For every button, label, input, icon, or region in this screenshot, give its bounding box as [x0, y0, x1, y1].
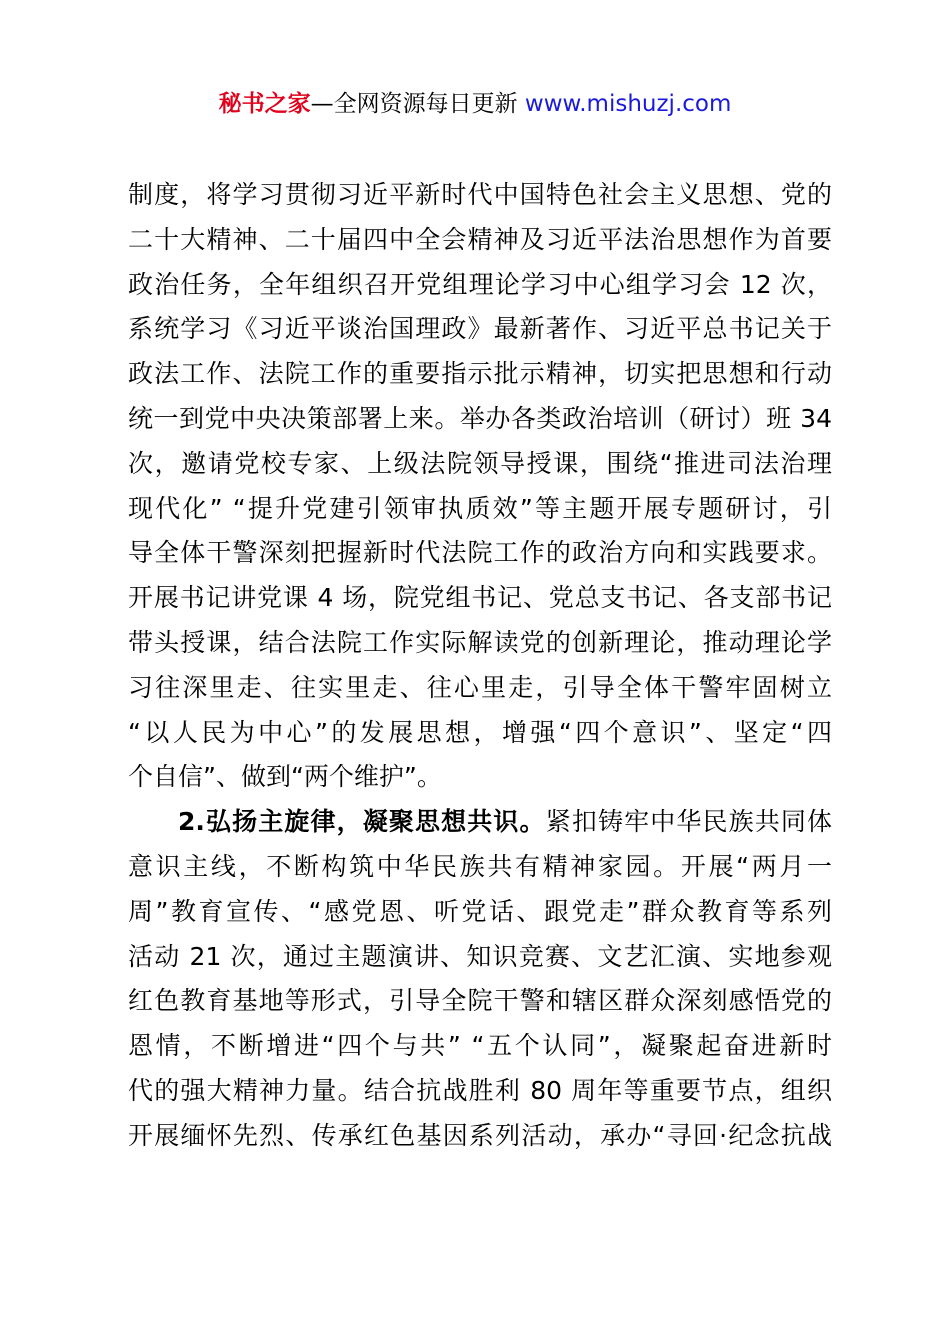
- text-line: 开展书记讲党课 4 场，院党组书记、党总支书记、各支部书记: [128, 583, 832, 613]
- text-line: “以人民为中心”的发展思想，增强“四个意识”、坚定“四: [128, 717, 832, 747]
- text-line: 带头授课，结合法院工作实际解读党的创新理论，推动理论学: [128, 627, 832, 657]
- section-heading: 2.弘扬主旋律，凝聚思想共识。: [178, 807, 546, 837]
- document-body: [128, 173, 832, 1159]
- text-line: 统一到党中央决策部署上来。举办各类政治培训（研讨）班 34: [128, 403, 832, 433]
- text-line: 代的强大精神力量。结合抗战胜利 80 周年等重要节点，组织: [128, 1075, 832, 1105]
- text-line: 意识主线，不断构筑中华民族共有精神家园。开展“两月一: [128, 851, 832, 881]
- heading-line-text: 紧扣铸牢中华民族共同体: [545, 807, 832, 837]
- page-header: [0, 88, 950, 120]
- text-line: 政法工作、法院工作的重要指示批示精神，切实把思想和行动: [128, 359, 832, 389]
- text-line: 二十大精神、二十届四中全会精神及习近平法治思想作为首要: [128, 224, 832, 254]
- text-line: 周”教育宣传、“感党恩、听党话、跟党走”群众教育等系列: [128, 896, 832, 926]
- text-line: 习往深里走、往实里走、往心里走，引导全体干警牢固树立: [128, 672, 832, 702]
- text-line: 恩情，不断增进“四个与共” “五个认同”，凝聚起奋进新时: [128, 1031, 832, 1061]
- text-line: 系统学习《习近平谈治国理政》最新著作、习近平总书记关于: [128, 314, 832, 344]
- paragraph-2: [128, 800, 832, 1158]
- text-line: 红色教育基地等形式，引导全院干警和辖区群众深刻感悟党的: [128, 986, 832, 1016]
- paragraph-2-first-line: [128, 800, 832, 845]
- text-line: 导全体干警深刻把握新时代法院工作的政治方向和实践要求。: [128, 538, 832, 568]
- brand-name: 秘书之家: [218, 91, 311, 117]
- text-line: 活动 21 次，通过主题演讲、知识竞赛、文艺汇演、实地参观: [128, 941, 832, 971]
- text-line: 制度，将学习贯彻习近平新时代中国特色社会主义思想、党的: [128, 180, 832, 209]
- text-line: 个自信”、做到“两个维护”。: [128, 762, 442, 792]
- text-line: 次，邀请党校专家、上级法院领导授课，围绕“推进司法治理: [128, 448, 832, 478]
- text-line: 开展缅怀先烈、传承红色基因系列活动，承办“寻回·纪念抗战: [128, 1120, 832, 1150]
- header-tagline: —全网资源每日更新: [310, 91, 525, 117]
- site-url-link[interactable]: www.mishuzj.com: [524, 91, 732, 117]
- paragraph-1: [128, 173, 832, 800]
- text-line: 现代化” “提升党建引领审执质效”等主题开展专题研讨，引: [128, 493, 832, 523]
- text-line: 政治任务，全年组织召开党组理论学习中心组学习会 12 次，: [128, 269, 832, 299]
